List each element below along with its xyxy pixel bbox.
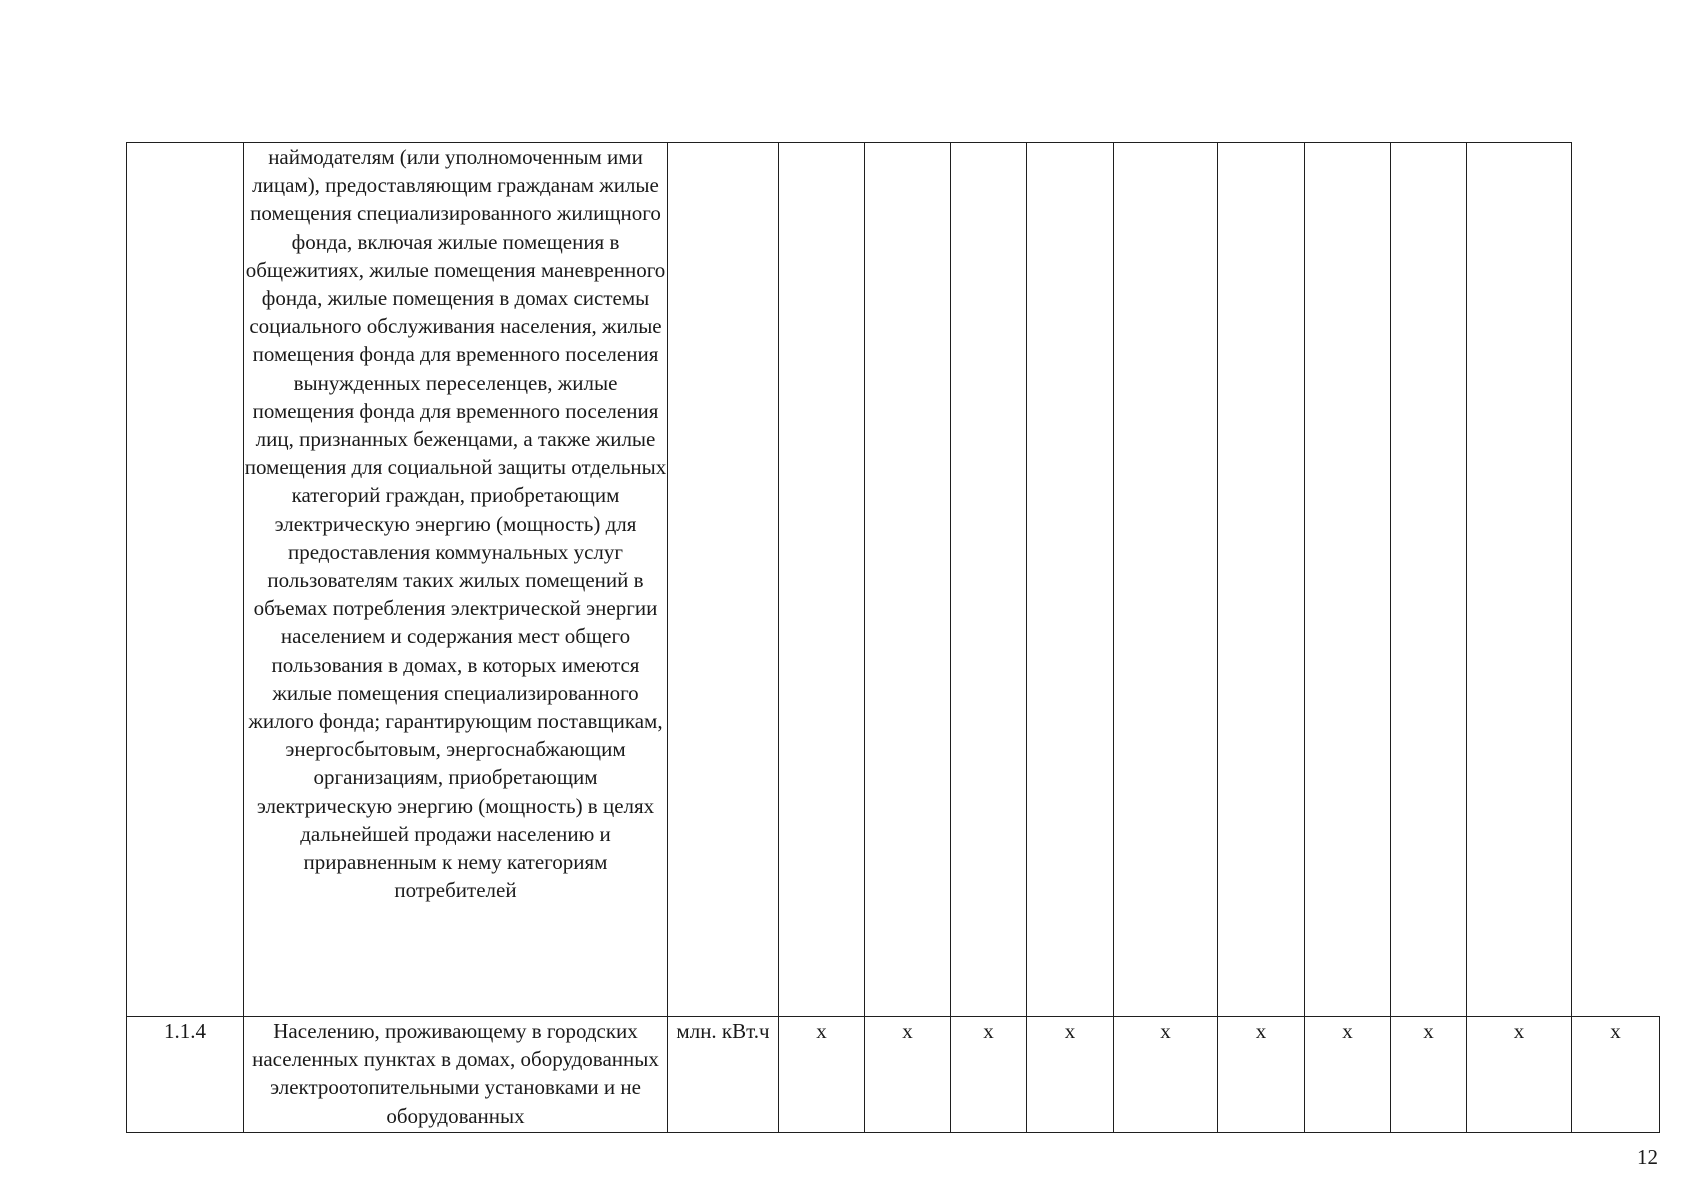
value-cell: x [951,1017,1027,1133]
value-cell: x [865,1017,951,1133]
value-cell: x [779,1017,865,1133]
value-cell: x [1391,1017,1467,1133]
row-number-cell [127,143,244,1017]
value-cell: x [1572,1017,1660,1133]
value-cell [1218,143,1305,1017]
value-cell: x [1305,1017,1391,1133]
unit-cell: млн. кВт.ч [668,1017,779,1133]
value-cell [951,143,1027,1017]
value-cell [1114,143,1218,1017]
value-cell [779,143,865,1017]
value-cell [1027,143,1114,1017]
row-description-cell: Населению, проживающему в городских населенных пунктах в домах, оборудованных электроотопительными установками и не оборудованных [244,1017,668,1133]
row-description-cell: наймодателям (или уполномоченным ими лицам), предоставляющим гражданам жилые помещения специализированного жилищного фонда, включая жилые помещения в общежитиях, жилые помещения маневренного фонда, жилые помещения в домах системы социального обслуживания населения, жилые помещения фонда для временного поселения вынужденных переселенцев, жилые помещения фонда для временного поселения лиц, признанных беженцами, а также жилые помещения для социальной защиты отдельных категорий граждан, приобретающим электрическую энергию (мощность) для предоставления коммунальных услуг пользователям таких жилых помещений в объемах потребления электрической энергии населением и содержания мест общего пользования в домах, в которых имеются жилые помещения специализированного жилого фонда; гарантирующим поставщикам, энергосбытовым, энергоснабжающим организациям, приобретающим электрическую энергию (мощность) в целях дальнейшей продажи населению и приравненным к нему категориям потребителей [244,143,668,1017]
row-number-cell: 1.1.4 [127,1017,244,1133]
value-cell: x [1467,1017,1572,1133]
value-cell [1305,143,1391,1017]
value-cell: x [1218,1017,1305,1133]
table-row [127,1017,1660,1133]
value-cell: x [1114,1017,1218,1133]
data-table [126,142,1660,1133]
page-number: 12 [1637,1145,1658,1169]
value-cell [865,143,951,1017]
value-cell [1391,143,1467,1017]
value-cell: x [1027,1017,1114,1133]
value-cell [1467,143,1572,1017]
unit-cell [668,143,779,1017]
table-row [127,143,1660,1017]
